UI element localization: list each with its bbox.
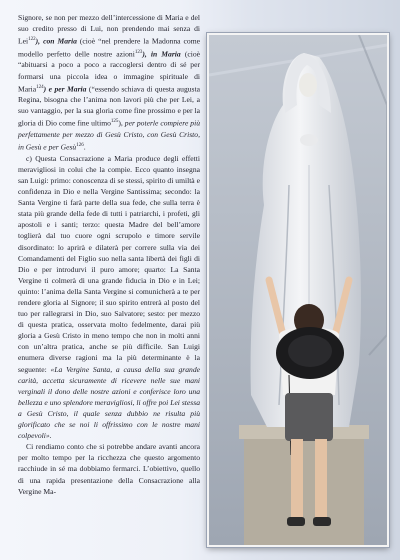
paragraph-2 <box>18 153 200 441</box>
text-span: (“essendo schiava di questa augusta Regina, bisogna che l’anima non lavori più che per Lei, a suo vantaggio, per la sua gloria come fine prossimo e per la gloria di Dio come fine ultimo <box>18 84 200 128</box>
text-span: ) e per Maria <box>43 84 87 94</box>
footnote-ref: 124 <box>36 84 44 90</box>
text-column <box>18 12 200 497</box>
footnote-ref: 125 <box>110 119 119 125</box>
text-span: ), in Maria <box>142 49 181 59</box>
text-span: Signore, se non per mezzo dell’intercessione di Maria e del suo credito presso di Lui, non prendendo mai senza di Lei <box>18 13 200 46</box>
paragraph-3 <box>18 441 200 496</box>
text-span: . <box>83 142 86 152</box>
text-span: Ci rendiamo conto che si potrebbe andare avanti ancora per molto tempo per la ricchezza che questo argomento racchiude in sé ma dobbiamo fermarci. L’obiettivo, quello di una rapida presentazione della Consacrazione alla Vergine Ma- <box>18 442 200 496</box>
text-span: (cioè “abituarsi a poco a poco a raccoglersi dentro di sé per formarsi una piccola idea o immagine spirituale di Maria <box>18 49 201 94</box>
text-span: (cioè “nel prendere la Madonna come modello perfetto delle nostre azioni <box>18 36 200 59</box>
text-span: per poterle compiere più perfettamente per mezzo di Gesù Cristo, con Gesù Cristo, in Gesù e per Gesù <box>18 118 200 152</box>
statue-photo <box>207 33 389 547</box>
footnote-ref: 126 <box>76 143 84 149</box>
text-span: c) Questa Consacrazione a Maria produce degli effetti meravigliosi in colui che la compie. Ecco quanto insegna san Luigi: primo: conoscenza di se stessi, spirito di umiltà e confidenza in Dio e nella Vergine Santissima; secondo: la Santa Vergine ti farà parte della sua fede, che sulla terra è stata più grande della fede di tutti i patriarchi, i profeti, gli apostoli e i santi; terzo: questa Madre del bell’amore toglierà dal tuo cuore ogni scrupolo e timore servile disordinato: lo aprirà e dilaterà per correre sulla via dei Comandamenti del Figlio suo nella santa libertà dei figli di Dio e per introdurvi il puro amore; quarto: La Santa Vergine ti colmerà di una grande fiducia in Dio e in Lei; quinto: l’anima della Santa Vergine si comunicherà a te per rendere gloria al Signore; il suo spirito entrerà al posto del tuo per rallegrarsi in Dio, suo Salvatore; sesto: per mezzo di questa pratica, osservata molto fedelmente, darai più gloria a Gesù Cristo in meno tempo che non in molti anni con un’altra pratica, anche se più difficile. San Luigi enumera diverse ragioni ma la più determinante è la seguente: <box>18 153 200 374</box>
footnote-ref: 123 <box>134 49 143 55</box>
paragraph-1 <box>18 12 200 153</box>
quotation: «La Vergine Santa, a causa della sua grande carità, accetta sicuramente di ricevere nelle sue mani verginali il dono delle nostre azioni e conferisce loro una bellezza e uno splendore meravigliosi, li offre poi Lei stessa a Gesù Cristo, il quale senza dubbio ne risulta più glorificato che se noi li offrissimo con le nostre mani colpevoli». <box>18 364 200 441</box>
footnote-ref: 122 <box>28 37 36 43</box>
text-span: ), con Maria <box>35 36 77 46</box>
text-span: ), <box>118 118 125 128</box>
statue-of-mary-with-child-photo <box>209 35 387 545</box>
